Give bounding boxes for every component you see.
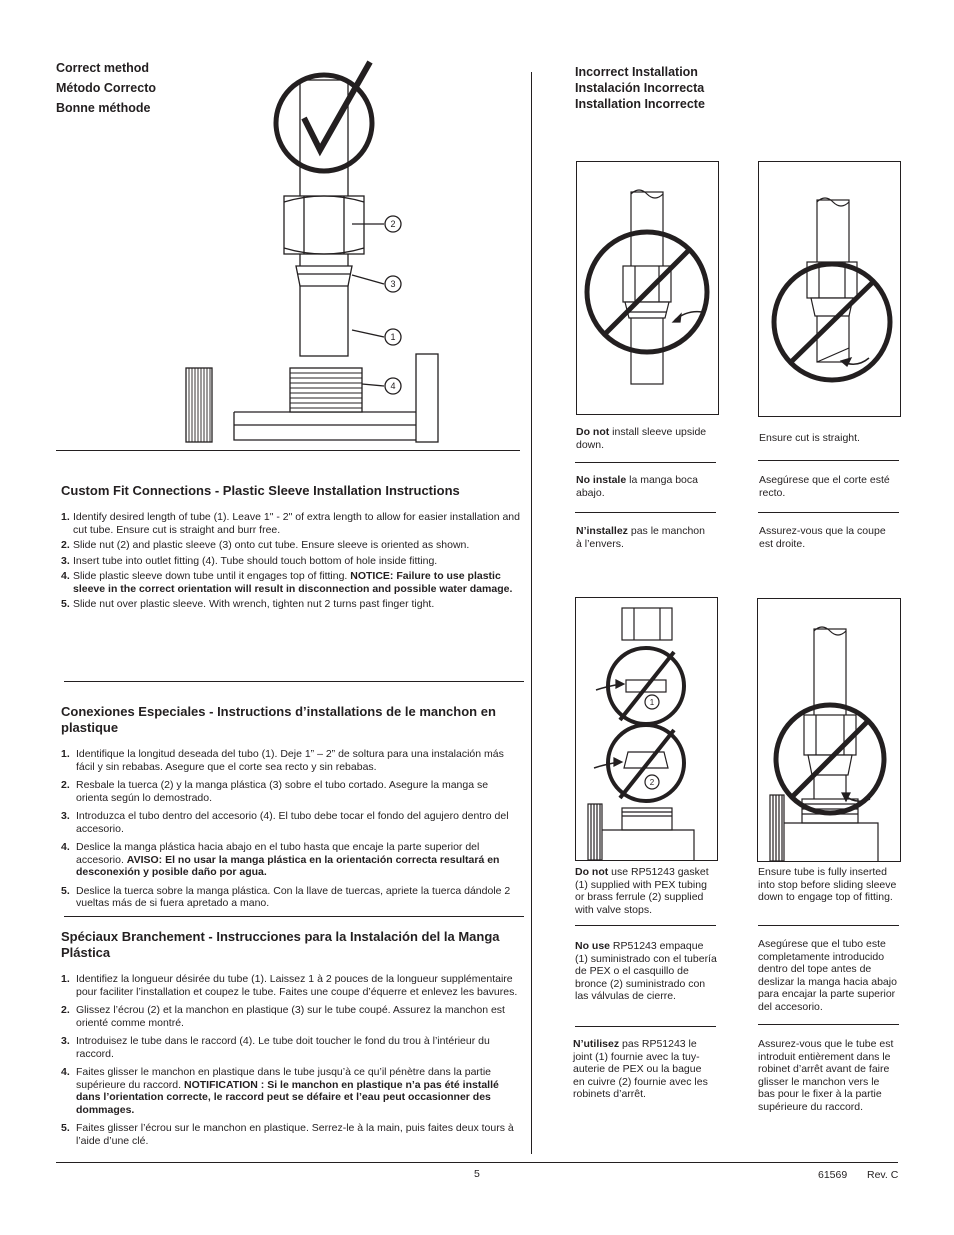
caption-c2-es: Asegúrese que el corte esté recto. [759, 474, 890, 499]
callout-2: 2 [390, 219, 396, 229]
callout-1: 1 [390, 332, 396, 342]
caption-c1-fr: N’installez pas le manchon à l’envers. [576, 525, 705, 550]
divider [758, 925, 899, 926]
document-number: 61569 [818, 1169, 848, 1181]
caption-c3-en: Do not use RP51243 gasket (1) supplied with PEX tubing or brass ferrule (2) supplied with valve stops. [575, 866, 709, 916]
figure-sleeve-upside-down [576, 161, 719, 415]
callout-3: 3 [390, 279, 396, 289]
caption-c2-fr: Assurez-vous que la coupe est droite. [759, 525, 886, 550]
incorrect-title-es: Instalación Incorrecta [575, 81, 705, 95]
figure-tube-fully-inserted [757, 598, 901, 862]
list-item: 2. Glissez l’écrou (2) et la manchon en plastique (3) sur le tube coupé. Assurez la manchon est orienté comme montré. [61, 1004, 505, 1029]
divider [64, 916, 524, 917]
french-title: Spéciaux Branchement - Instrucciones para la Instalación del la Manga Plástica [61, 929, 500, 960]
list-item: 1. Identifique la longitud deseada del tubo (1). Deje 1” – 2” de soltura para una instalación más fácil y sin rebabas. Asegure que el corte sea recto y sin rebabas. [61, 748, 504, 773]
english-section [61, 483, 521, 614]
divider [575, 925, 716, 926]
english-title: Custom Fit Connections - Plastic Sleeve Installation Instructions [61, 483, 460, 498]
list-item: 1. Identify desired length of tube (1). Leave 1" - 2" of extra length to allow for easier installation and cut tube. Ensure cut is straight and burr free. [61, 511, 520, 536]
callout-4: 4 [390, 381, 396, 391]
divider [758, 512, 899, 513]
callout-2: 2 [649, 778, 655, 787]
list-item: 5. Slide nut over plastic sleeve. With wrench, tighten nut 2 turns past finger tight. [61, 598, 435, 610]
caption-c2-en: Ensure cut is straight. [759, 432, 860, 444]
list-item: 5. Faites glisser l’écrou sur le manchon en plastique. Serrez-le à la main, puis faites deux tours à l’aide d’une clé. [61, 1122, 514, 1147]
french-section [61, 929, 521, 1153]
incorrect-title-fr: Installation Incorrecte [575, 97, 705, 111]
divider [56, 450, 520, 451]
caption-c3-fr: N’utilisez pas RP51243 le joint (1) fournie avec la tuy-auterie de PEX ou la bague en cuivre (2) fournie avec les robinets d’arrêt. [573, 1038, 708, 1100]
caption-c4-en: Ensure tube is fully inserted into stop before sliding sleeve down to engage top of fitting. [758, 866, 897, 903]
divider [575, 1026, 716, 1027]
list-item: 4. Slide plastic sleeve down tube until it engages top of fitting. NOTICE: Failure to use plastic sleeve in the correct orientation will result in disconnection and possible water damage. [61, 570, 513, 595]
footer-rule [56, 1162, 898, 1163]
list-item: 4. Deslice la manga plástica hacia abajo en el tubo hasta que encaje la parte superior del accesorio. AVISO: El no usar la manga plástica en la orientación correcta resultará en desconexión y posible daño por agua. [61, 841, 500, 878]
column-divider [531, 72, 532, 1154]
incorrect-titles [575, 64, 705, 112]
page-number: 5 [474, 1168, 480, 1180]
french-steps [61, 973, 521, 1147]
correct-method-diagram [0, 0, 540, 450]
divider [64, 681, 524, 682]
spanish-title: Conexiones Especiales - Instructions d’installations de le manchon en plastique [61, 704, 496, 735]
list-item: 2. Slide nut (2) and plastic sleeve (3) onto cut tube. Ensure sleeve is oriented as shown. [61, 539, 470, 551]
incorrect-title-en: Incorrect Installation [575, 65, 698, 79]
divider [758, 1024, 899, 1025]
list-item: 4. Faites glisser le manchon en plastique dans le tube jusqu’à ce qu’il pénètre dans la partie supérieure du raccord. NOTIFICATION : Si le manchon en plastique n’a pas été installé dans l’orientation correcte, le raccord peut se défaire et l’eau peut occasionner des dommages. [61, 1066, 499, 1116]
list-item: 2. Resbale la tuerca (2) y la manga plástica (3) sobre el tubo cortado. Asegure la manga se orienta según lo demostrado. [61, 779, 489, 804]
correct-title-fr: Bonne méthode [56, 101, 151, 115]
caption-c1-en: Do not install sleeve upside down. [576, 426, 707, 451]
list-item: 3. Insert tube into outlet fitting (4). Tube should touch bottom of hole inside fitting. [61, 554, 438, 567]
spanish-section [61, 704, 521, 916]
figure-gasket-ferrule [575, 597, 718, 861]
correct-title-en: Correct method [56, 61, 150, 75]
callout-1: 1 [649, 698, 655, 707]
list-item: 3. Introduisez le tube dans le raccord (4). Le tube doit toucher le fond du trou à l’intérieur du raccord. [61, 1035, 490, 1060]
revision: Rev. C [867, 1169, 899, 1181]
list-item: 3. Introduzca el tubo dentro del accesorio (4). El tubo debe tocar el fondo del agujero dentro del accesorio. [61, 810, 509, 835]
spanish-steps [61, 748, 521, 910]
list-item: 1. Identifiez la longueur désirée du tube (1). Laissez 1 à 2 pouces de la longueur supplémentaire pour faciliter l’installation et coupez le tube. Faites une coupe d’équerre et enlevez les bavures. [61, 973, 518, 998]
list-item: 5. Deslice la tuerca sobre la manga plástica. Con la llave de tuercas, apriete la tuerca dándole 2 vueltas más de si fuera apretado a mano. [61, 884, 511, 909]
divider [575, 462, 716, 463]
figure-cut-not-straight [758, 161, 901, 417]
caption-c4-es: Asegúrese que el tubo este completamente introducido dentro del tope antes de deslizar la manga hacia abajo para encajar la parte superior del accesorio. [758, 938, 897, 1013]
english-steps [61, 511, 521, 611]
correct-title-es: Método Correcto [56, 81, 156, 95]
caption-c3-es: No use RP51243 empaque (1) suministrado con el tubería de PEX o el casquillo de bronce (2) suministrado con las válvulas de cierre. [575, 940, 717, 1002]
caption-c4-fr: Assurez-vous que le tube est introduit entièrement dans le robinet d’arrêt avant de faire glisser le manchon vers le bas pour le fixer à la partie supérieure du raccord. [758, 1038, 894, 1113]
divider [575, 512, 716, 513]
caption-c1-es: No instale la manga boca abajo. [576, 474, 698, 499]
divider [758, 460, 899, 461]
